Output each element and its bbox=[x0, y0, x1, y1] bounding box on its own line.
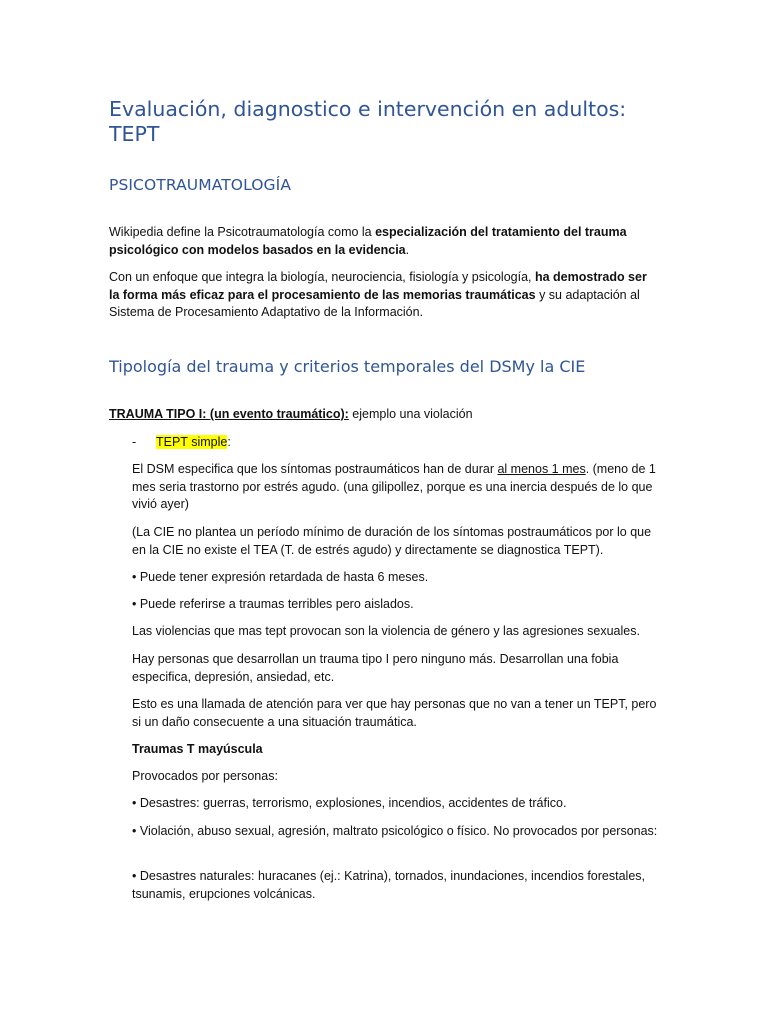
bullet-expresion-retardada: • Puede tener expresión retardada de hasta 6 meses. bbox=[132, 570, 429, 584]
underlined-text: al menos 1 mes bbox=[497, 462, 586, 476]
text-span: Con un enfoque que integra la biología, neurociencia, fisiología y psicología, bbox=[109, 270, 535, 284]
paragraph-enfoque bbox=[109, 269, 649, 322]
bold-text-span: Traumas T mayúscula bbox=[132, 742, 263, 756]
text-span: . bbox=[405, 242, 410, 257]
list-dash: - bbox=[132, 435, 137, 449]
paragraph-wikipedia-definition bbox=[109, 224, 649, 259]
paragraph-trauma-tipo-1 bbox=[109, 406, 649, 424]
highlighted-text: TEPT simple bbox=[156, 435, 228, 449]
bullet-desastres: • Desastres: guerras, terrorismo, explosiones, incendios, accidentes de tráfico. bbox=[132, 796, 567, 810]
paragraph-personas: Hay personas que desarrollan un trauma tipo I pero ninguno más. Desarrollan una fobia especifica, depresión, ansiedad, etc. bbox=[132, 652, 619, 684]
bold-text-span: especialización del tratamiento del trauma psicológico con modelos basados en la evidencia bbox=[109, 225, 627, 257]
paragraph-cie: (La CIE no plantea un período mínimo de duración de los síntomas postraumáticos por lo que en la CIE no existe el TEA (T. de estrés agudo) y directamente se diagnostica TEPT). bbox=[132, 525, 652, 557]
bullet-traumas-aislados: • Puede referirse a traumas terribles pero aislados. bbox=[132, 597, 414, 611]
list-item-tept-simple bbox=[156, 434, 231, 452]
paragraph-violencias: Las violencias que mas tept provocan son la violencia de género y las agresiones sexuales. bbox=[132, 624, 640, 638]
text-span: ejemplo una violación bbox=[348, 407, 473, 421]
bullet-desastres-naturales: • Desastres naturales: huracanes (ej.: Katrina), tornados, inundaciones, incendios forestales, tsunamis, erupciones volcánicas. bbox=[132, 869, 645, 901]
paragraph-dsm bbox=[132, 461, 660, 514]
text-span: . (meno de 1 mes seria trastorno por estrés agudo. (una gilipollez, porque es una inercia después de lo que vivió ayer) bbox=[132, 462, 656, 511]
subheading-traumas-t bbox=[132, 741, 660, 759]
text-span: Wikipedia define la Psicotraumatología como la bbox=[109, 225, 376, 239]
text-span: : bbox=[227, 435, 231, 449]
paragraph-llamada-atencion: Esto es una llamada de atención para ver que hay personas que no van a tener un TEPT, pero si un daño consecuente a una situación traumática. bbox=[132, 697, 657, 729]
text-span: El DSM especifica que los síntomas postraumáticos han de durar bbox=[132, 462, 498, 476]
section-heading-psicotraumatologia: PSICOTRAUMATOLOGÍA bbox=[109, 176, 292, 194]
trauma-tipo-label: TRAUMA TIPO I: (un evento traumático): bbox=[109, 407, 349, 421]
bold-text-span: ha demostrado ser la forma más eficaz para el procesamiento de las memorias traumáticas bbox=[109, 270, 647, 302]
paragraph-provocados: Provocados por personas: bbox=[132, 769, 278, 783]
document-title: Evaluación, diagnostico e intervención en adultos: TEPT bbox=[109, 97, 627, 146]
bullet-violacion: • Violación, abuso sexual, agresión, maltrato psicológico o físico. No provocados por personas: bbox=[132, 824, 658, 838]
section-heading-tipologia: Tipología del trauma y criterios temporales del DSMy la CIE bbox=[109, 357, 586, 376]
text-span: y su adaptación al Sistema de Procesamiento Adaptativo de la Información. bbox=[109, 287, 640, 319]
